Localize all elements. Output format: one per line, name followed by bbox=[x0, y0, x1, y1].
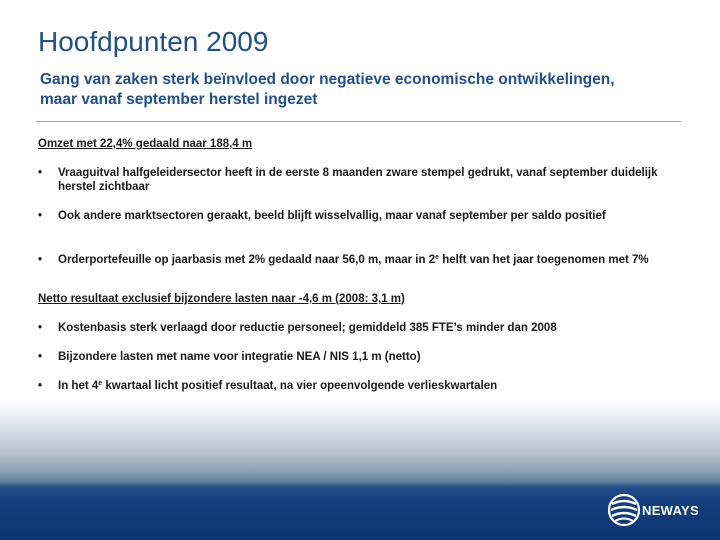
bullet-dot: • bbox=[38, 254, 43, 266]
bullet-text: Kostenbasis sterk verlaagd door reductie personeel; gemiddeld 385 FTE’s minder dan 2008 bbox=[58, 322, 557, 334]
bullet-text-part: In het 4 bbox=[58, 380, 99, 392]
bullet-item bbox=[38, 350, 668, 364]
slide-title: Hoofdpunten 2009 bbox=[38, 26, 269, 57]
ordinal-suffix: e bbox=[98, 380, 103, 387]
bullet-dot: • bbox=[38, 351, 43, 363]
bullet-dot: • bbox=[38, 210, 43, 222]
neways-logo bbox=[608, 491, 708, 529]
bullet-text: Vraaguitval halfgeleidersector heeft in de eerste 8 maanden zware stempel gedrukt, vanaf september duidelijk herstel zichtbaar bbox=[58, 167, 658, 193]
logo-wordmark: NEWAYS bbox=[642, 503, 699, 518]
bullet-item bbox=[38, 253, 668, 267]
bullet-item bbox=[38, 379, 668, 393]
slide-subtitle: Gang van zaken sterk beïnvloed door negatieve economische ontwikkelingen, maar vanaf september herstel ingezet bbox=[40, 71, 615, 108]
bullet-text bbox=[58, 379, 668, 393]
bullet-item bbox=[38, 166, 668, 194]
neways-logo-icon bbox=[608, 493, 640, 527]
bullet-text-part: Orderportefeuille op jaarbasis met 2% gedaald naar 56,0 m, maar in 2 bbox=[58, 254, 436, 266]
bullet-text bbox=[58, 253, 668, 267]
bullet-item bbox=[38, 321, 668, 335]
bullet-text: Bijzondere lasten met name voor integratie NEA / NIS 1,1 m (netto) bbox=[58, 351, 421, 363]
bullet-text-part: helft van het jaar toegenomen met 7% bbox=[439, 254, 649, 266]
bullet-dot: • bbox=[38, 322, 43, 334]
bullet-dot: • bbox=[38, 380, 43, 392]
bullet-item bbox=[38, 209, 668, 223]
bullet-text-part: kwartaal licht positief resultaat, na vier opeenvolgende verlieskwartalen bbox=[102, 380, 498, 392]
title-divider bbox=[36, 121, 681, 122]
bullet-dot: • bbox=[38, 167, 43, 179]
section-heading-omzet: Omzet met 22,4% gedaald naar 188,4 m bbox=[38, 138, 253, 150]
section-heading-netto-resultaat: Netto resultaat exclusief bijzondere lasten naar -4,6 m (2008: 3,1 m) bbox=[38, 293, 405, 305]
bullet-text: Ook andere marktsectoren geraakt, beeld blijft wisselvallig, maar vanaf september per saldo positief bbox=[58, 210, 606, 222]
ordinal-suffix: e bbox=[435, 254, 439, 261]
